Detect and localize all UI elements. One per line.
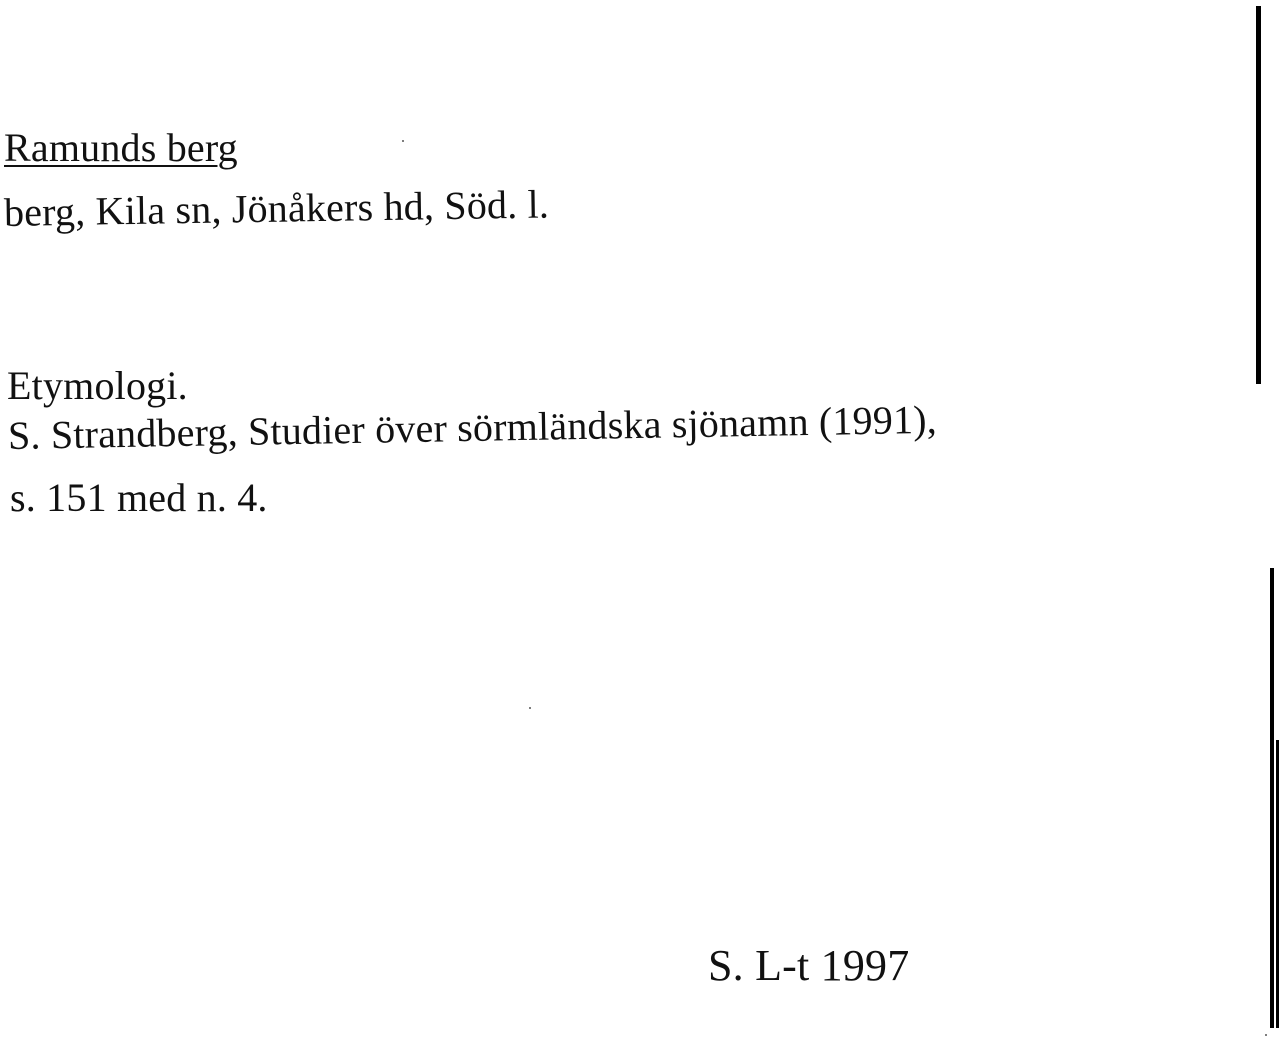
etymology-reference-line-2: s. 151 med n. 4. [10,475,268,520]
scan-speck [1265,1034,1267,1036]
etymology-reference-line-1: S. Strandberg, Studier över sörmländska sjönamn (1991), [7,396,938,458]
card-edge-line-top [1256,6,1261,384]
scan-speck [529,707,531,709]
scan-speck [402,140,404,142]
card-edge-line-bottom [1270,568,1274,1028]
author-signature: S. L-t 1997 [708,941,910,990]
headword: Ramunds berg [4,125,238,170]
location-line: berg, Kila sn, Jönåkers hd, Söd. l. [3,181,550,235]
card-edge-line-bottom-inner [1276,740,1279,1028]
etymology-heading: Etymologi. [7,363,188,408]
